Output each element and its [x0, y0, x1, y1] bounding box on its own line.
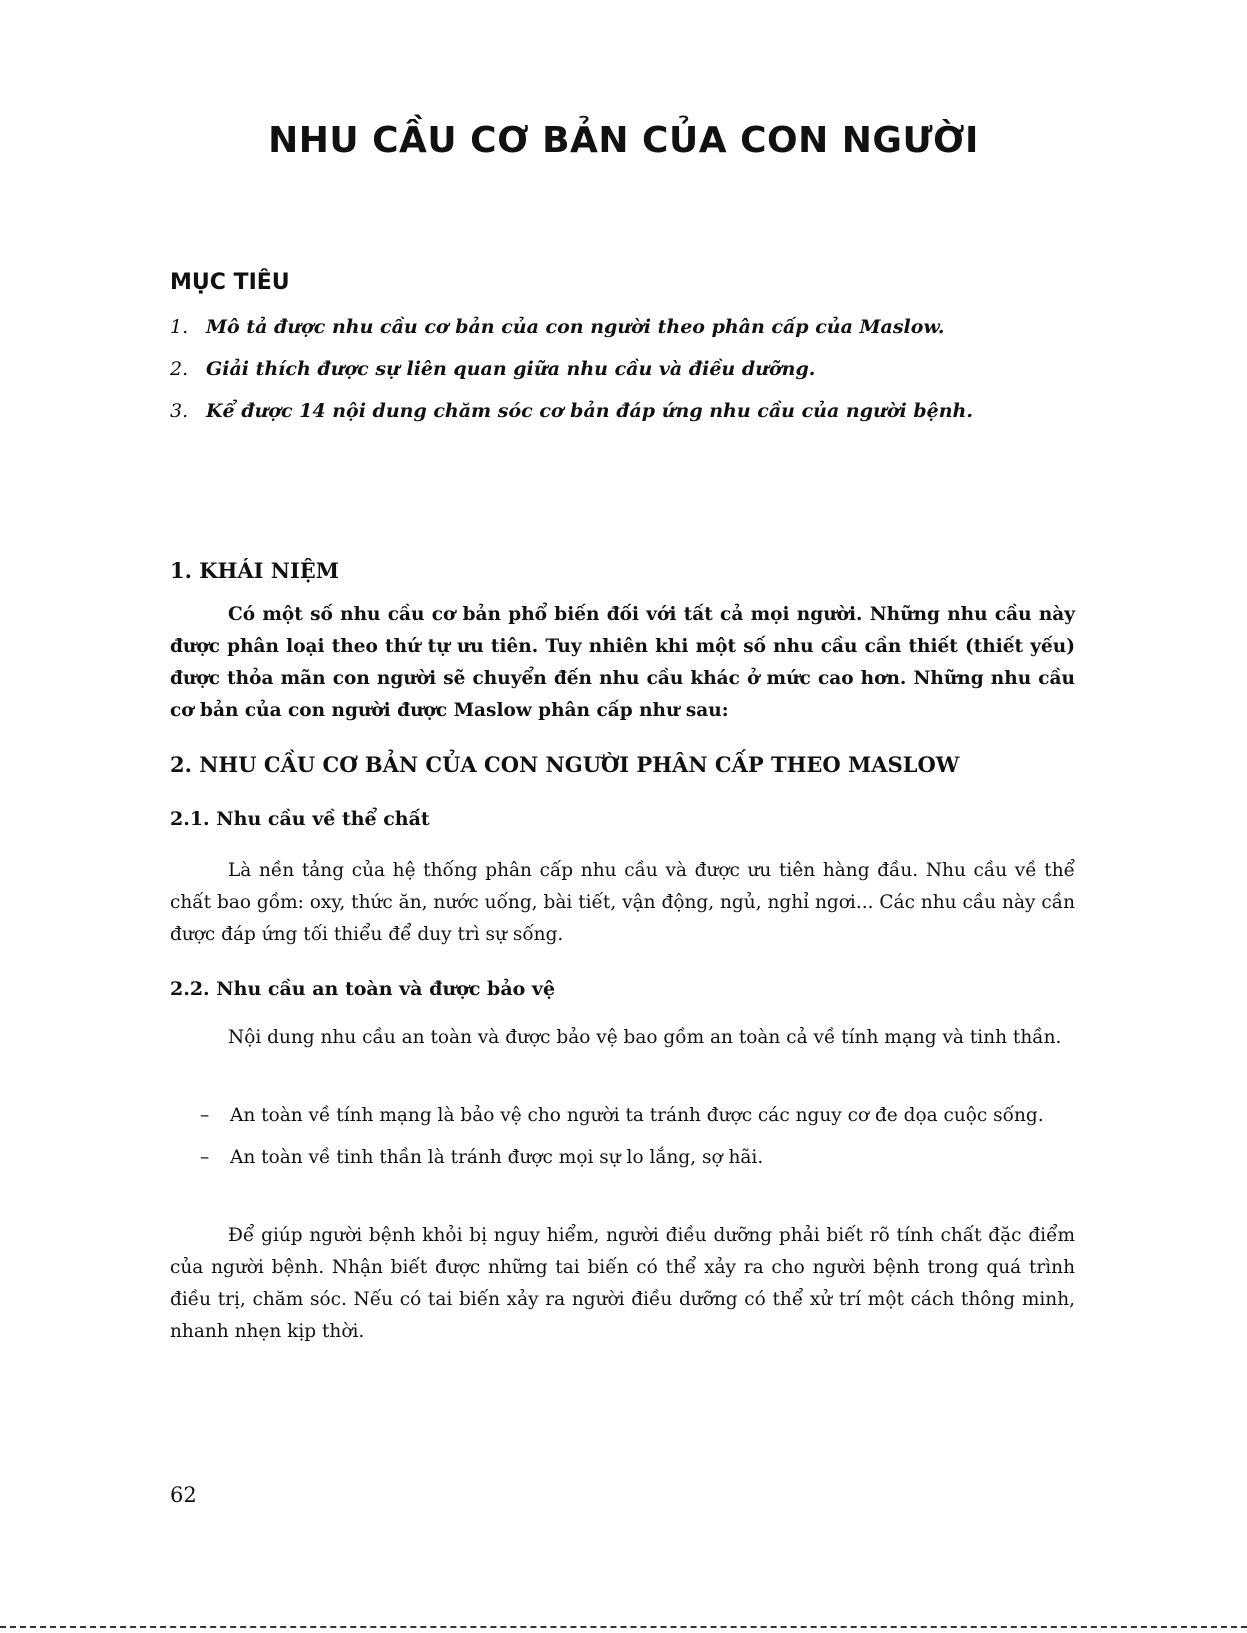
objective-text: Giải thích được sự liên quan giữa nhu cầu và điều dưỡng.: [206, 358, 816, 380]
page-number: 62: [170, 1483, 197, 1507]
objective-number: 3.: [170, 400, 189, 422]
dash-bullet: –: [200, 1147, 210, 1168]
objective-number: 2.: [170, 358, 189, 380]
safety-paragraph: Nội dung nhu cầu an toàn và được bảo vệ bao gồm an toàn cả về tính mạng và tinh thần.: [228, 1027, 1062, 1048]
bullet-text: An toàn về tính mạng là bảo vệ cho người ta tránh được các nguy cơ đe dọa cuộc sống.: [230, 1105, 1044, 1126]
physical-paragraph: Là nền tảng của hệ thống phân cấp nhu cầu và được ưu tiên hàng đầu. Nhu cầu về thể chất bao gồm: oxy, thức ăn, nước uống, bài tiết, vận động, ngủ, nghỉ ngơi... Các nhu cầu này cần được đáp ứng tối thiểu để duy trì sự sống.: [170, 860, 1075, 945]
objectives-heading: MỤC TIÊU: [170, 270, 290, 295]
section-heading-concept: 1. KHÁI NIỆM: [170, 558, 340, 583]
subsection-heading-safety: 2.2. Nhu cầu an toàn và được bảo vệ: [170, 978, 556, 1000]
dash-bullet: –: [200, 1105, 210, 1126]
chapter-title: NHU CẦU CƠ BẢN CỦA CON NGƯỜI: [268, 120, 979, 161]
objective-item: [170, 399, 973, 441]
list-item: [200, 1100, 1075, 1132]
objective-item: [170, 315, 973, 357]
bullet-text: An toàn về tinh thần là tránh được mọi sự lo lắng, sợ hãi.: [230, 1147, 764, 1168]
page-bottom-rule: [0, 1626, 1247, 1628]
objective-item: [170, 357, 973, 399]
objective-text: Mô tả được nhu cầu cơ bản của con người theo phân cấp của Maslow.: [206, 316, 945, 338]
safety-bullet-list: [200, 1100, 1075, 1184]
objective-text: Kể được 14 nội dung chăm sóc cơ bản đáp ứng nhu cầu của người bệnh.: [206, 400, 973, 422]
concept-paragraph: Có một số nhu cầu cơ bản phổ biến đối với tất cả mọi người. Những nhu cầu này được phân loại theo thứ tự ưu tiên. Tuy nhiên khi một số nhu cầu cần thiết (thiết yếu) được thỏa mãn con người sẽ chuyển đến nhu cầu khác ở mức cao hơn. Những nhu cầu cơ bản của con người được Maslow phân cấp như sau:: [170, 604, 1075, 721]
section-heading-maslow: 2. NHU CẦU CƠ BẢN CỦA CON NGƯỜI PHÂN CẤP THEO MASLOW: [170, 752, 960, 777]
list-item: [200, 1142, 1075, 1174]
objectives-list: [170, 315, 973, 441]
safety-paragraph-2: Để giúp người bệnh khỏi bị nguy hiểm, người điều dưỡng phải biết rõ tính chất đặc điểm của người bệnh. Nhận biết được những tai biến có thể xảy ra cho người bệnh trong quá trình điều trị, chăm sóc. Nếu có tai biến xảy ra người điều dưỡng có thể xử trí một cách thông minh, nhanh nhẹn kịp thời.: [170, 1225, 1075, 1342]
subsection-heading-physical: 2.1. Nhu cầu về thể chất: [170, 808, 430, 830]
objective-number: 1.: [170, 316, 189, 338]
